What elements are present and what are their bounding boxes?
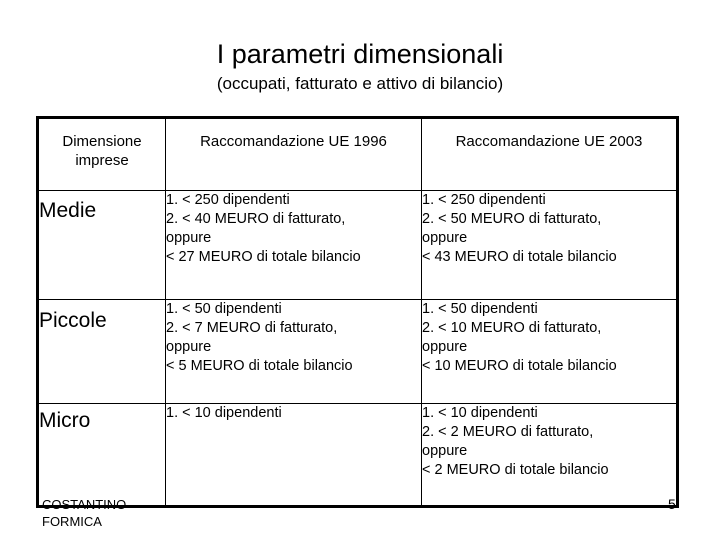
author-line: COSTANTINO <box>42 497 127 512</box>
header-ue-2003: Raccomandazione UE 2003 <box>422 118 678 191</box>
criteria-line: 2. < 40 MEURO di fatturato, <box>166 211 346 227</box>
criteria-2003-medie <box>422 191 678 300</box>
criteria-1996-piccole <box>166 300 422 404</box>
criteria-line: oppure <box>422 339 468 355</box>
table-header-row <box>38 118 678 191</box>
criteria-line: 1. < 250 dipendenti <box>166 192 290 208</box>
criteria-line: oppure <box>166 230 212 246</box>
header-dimensione: Dimensione imprese <box>38 118 166 191</box>
criteria-line: 2. < 10 MEURO di fatturato, <box>422 320 602 336</box>
criteria-line: 1. < 250 dipendenti <box>422 192 546 208</box>
criteria-line: oppure <box>422 443 468 459</box>
slide-title: I parametri dimensionali <box>216 39 504 69</box>
criteria-line: 2. < 7 MEURO di fatturato, <box>166 320 338 336</box>
criteria-line: < 10 MEURO di totale bilancio <box>422 358 617 374</box>
criteria-1996-medie <box>166 191 422 300</box>
page-number: 5 <box>668 496 676 512</box>
size-label-piccole: Piccole <box>38 300 166 404</box>
parameters-table <box>36 116 679 508</box>
header-ue-1996: Raccomandazione UE 1996 <box>166 118 422 191</box>
criteria-line: 1. < 50 dipendenti <box>422 301 538 317</box>
criteria-2003-piccole <box>422 300 678 404</box>
criteria-2003-micro <box>422 404 678 507</box>
criteria-line: < 43 MEURO di totale bilancio <box>422 249 617 265</box>
criteria-line: < 27 MEURO di totale bilancio <box>166 249 361 265</box>
criteria-line: < 5 MEURO di totale bilancio <box>166 358 353 374</box>
criteria-line: oppure <box>422 230 468 246</box>
author-line: FORMICA <box>42 514 102 529</box>
criteria-line: 1. < 10 dipendenti <box>422 405 538 421</box>
criteria-line: < 2 MEURO di totale bilancio <box>422 462 609 478</box>
criteria-line: 2. < 2 MEURO di fatturato, <box>422 424 594 440</box>
slide-subtitle: (occupati, fatturato e attivo di bilancio) <box>216 74 504 93</box>
criteria-1996-micro <box>166 404 422 507</box>
size-label-medie: Medie <box>38 191 166 300</box>
criteria-line: oppure <box>166 339 212 355</box>
criteria-line: 2. < 50 MEURO di fatturato, <box>422 211 602 227</box>
author-footer <box>42 496 126 530</box>
table-row-micro <box>38 404 678 507</box>
table-row-medie <box>38 191 678 300</box>
criteria-line: 1. < 50 dipendenti <box>166 301 282 317</box>
size-label-micro: Micro <box>38 404 166 507</box>
table-row-piccole <box>38 300 678 404</box>
criteria-line: 1. < 10 dipendenti <box>166 405 282 421</box>
